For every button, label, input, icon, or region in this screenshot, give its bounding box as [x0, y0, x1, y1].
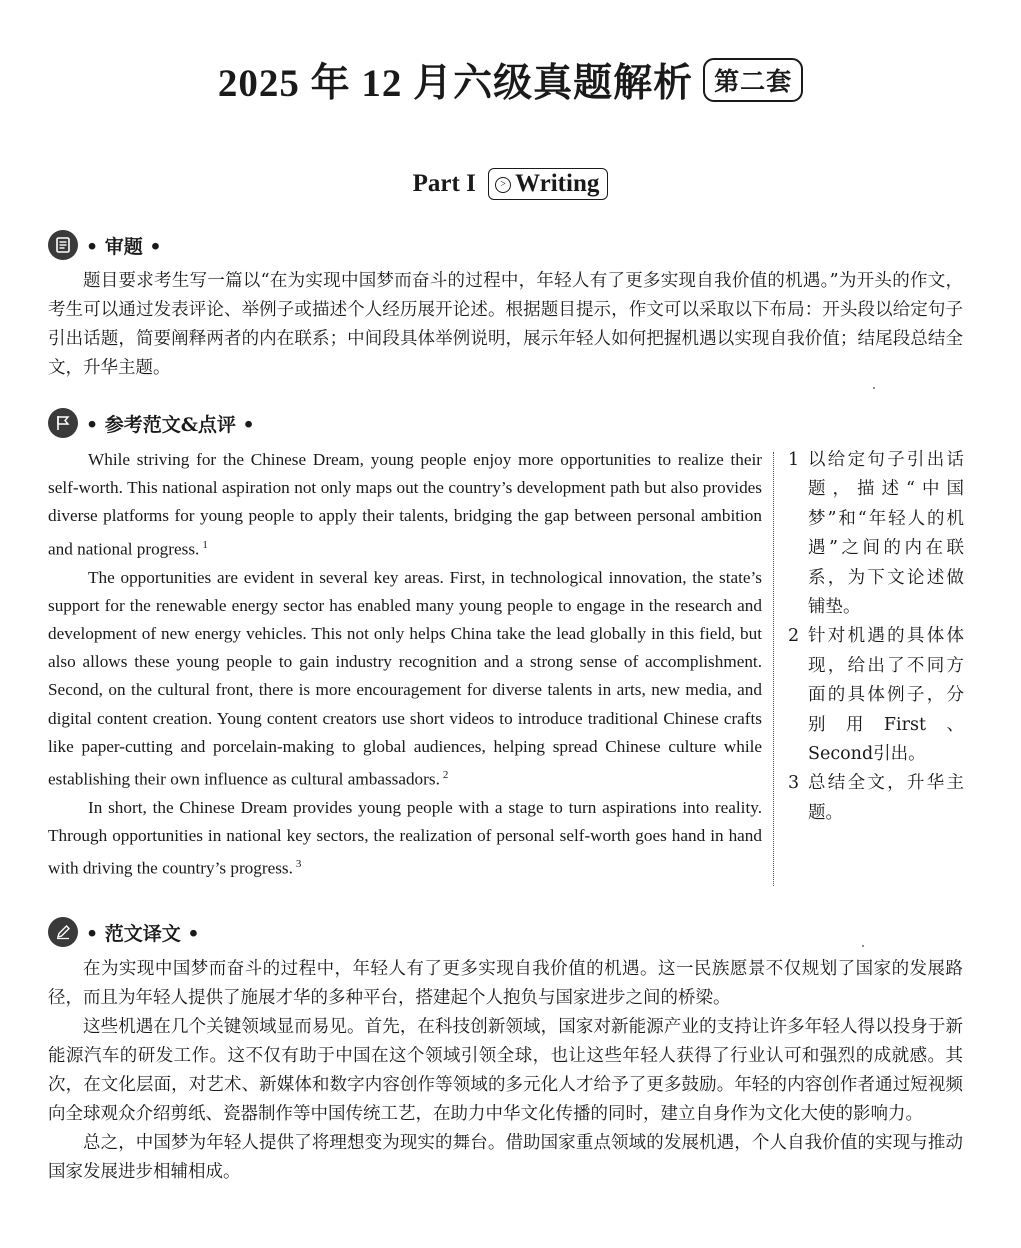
document-icon — [48, 230, 78, 260]
section-heading-text: • 范文译文 • — [86, 922, 200, 945]
section-heading-sample — [48, 406, 255, 440]
margin-notes — [788, 446, 964, 828]
note-text: 针对机遇的具体体现，给出了不同方面的具体例子，分别用First、Second引出。 — [808, 626, 964, 765]
note-marker: 3 — [295, 858, 302, 871]
essay-paragraph-2: The opportunities are evident in several key areas. First, in technological innovation, the state’s support for the renewable energy sector has enabled many young people to engage in the research and development of new energy vehicles. This not only helps China take the lead globally in this field, but also allows these young people to gain industry recognition and a strong sense of accomplishment. Second, on the cultural front, there is more encouragement for diverse talents in arts, new media, and digital content creation. Young content creators use short videos to introduce traditional Chinese crafts like paper-cutting and porcelain-making to global audiences, helping spread Chinese culture while establishing their own influence as cultural ambassadors. $^2$ — [48, 567, 762, 789]
note-marker: 2 — [442, 768, 449, 781]
flag-icon — [48, 408, 78, 438]
part-name: Writing — [515, 170, 600, 197]
title-text: 2025 年 12 月六级真题解析 — [217, 62, 694, 105]
section-heading-translation — [48, 915, 200, 949]
note-marker: 1 — [202, 538, 208, 551]
note-text: 总结全文，升华主题。 — [808, 773, 964, 823]
section-heading-text: • 参考范文&点评 • — [86, 413, 255, 436]
section-heading-analysis — [48, 228, 162, 262]
essay-paragraph-3: In short, the Chinese Dream provides young people with a stage to turn aspirations into reality. Through opportunities in national key sectors, the realization of personal self-worth goes hand in hand with driving the country’s progress. $^3$ — [48, 797, 762, 879]
translation-paragraph-3: 总之，中国梦为年轻人提供了将理想变为现实的舞台。借助国家重点领域的发展机遇，个人自我价值的实现与推动国家发展进步相辅相成。 — [48, 1133, 963, 1182]
translation-text — [48, 955, 963, 1187]
note-text: 以给定句子引出话题，描述“中国梦”和“年轻人的机遇”之间的内在联系，为下文论述做铺垫。 — [808, 450, 964, 618]
note-number: 2 — [788, 626, 800, 647]
scan-speck — [873, 387, 875, 389]
part-heading — [0, 168, 1021, 200]
translation-paragraph-2: 这些机遇在几个关键领域显而易见。首先，在科技创新领域，国家对新能源产业的支持让许多年轻人得以投身于新能源汽车的研发工作。这不仅有助于中国在这个领域引领全球，也让这些年轻人获得了行业认可和强烈的成就感。其次，在文化层面，对艺术、新媒体和数字内容创作等领域的多元化人才给予了更多鼓励。年轻的内容创作者通过短视频向全球观众介绍剪纸、瓷器制作等中国传统工艺，在助力中华文化传播的同时，建立自身作为文化大使的影响力。 — [48, 1017, 963, 1124]
analysis-text — [48, 267, 963, 383]
sample-essay — [48, 446, 762, 883]
margin-note-1 — [788, 446, 964, 622]
scan-speck — [862, 945, 864, 947]
pen-icon — [48, 917, 78, 947]
part-badge — [488, 168, 608, 200]
page-title — [0, 52, 1021, 108]
translation-paragraph-1: 在为实现中国梦而奋斗的过程中，年轻人有了更多实现自我价值的机遇。这一民族愿景不仅规划了国家的发展路径，而且为年轻人提供了施展才华的多种平台，搭建起个人抱负与国家进步之间的桥梁。 — [48, 959, 963, 1008]
note-number: 1 — [788, 450, 800, 470]
essay-paragraph-1: While striving for the Chinese Dream, young people enjoy more opportunities to realize their self-worth. This national aspiration not only maps out the country’s development path but also provides diverse platforms for young people to apply their talents, bridging the gap between personal ambition and national progress. $^1$ — [48, 450, 762, 559]
note-number: 3 — [788, 773, 800, 794]
set-badge: 第二套 — [703, 58, 803, 102]
section-heading-text: • 审题 • — [86, 235, 162, 258]
margin-note-3 — [788, 769, 964, 828]
column-divider — [773, 452, 774, 886]
arrow-circle-icon: > — [495, 177, 511, 193]
analysis-paragraph: 题目要求考生写一篇以“在为实现中国梦而奋斗的过程中，年轻人有了更多实现自我价值的机遇。”为开头的作文，考生可以通过发表评论、举例子或描述个人经历展开论述。根据题目提示，作文可以采取以下布局：开头段以给定句子引出话题，简要阐释两者的内在联系；中间段具体举例说明，展示年轻人如何把握机遇以实现自我价值；结尾段总结全文，升华主题。 — [48, 271, 963, 378]
part-label: Part I — [412, 170, 476, 197]
margin-note-2 — [788, 622, 964, 769]
